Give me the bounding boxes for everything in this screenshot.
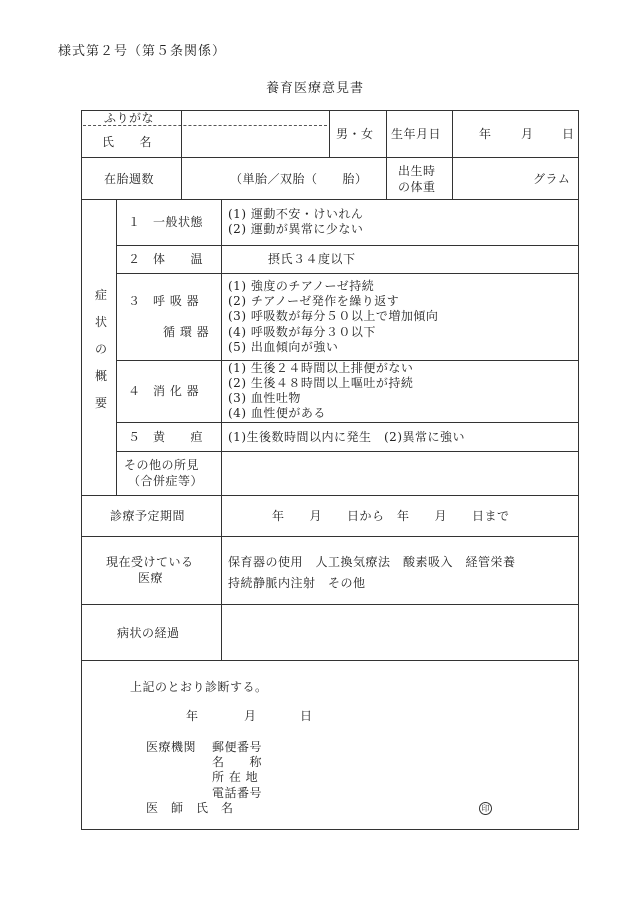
rule-row4 xyxy=(81,536,579,537)
symptom-general-item[interactable]: (2) 運動が異常に少ない xyxy=(228,222,364,236)
furigana-label: ふりがな xyxy=(104,111,155,125)
symptom-temperature-item[interactable]: 摂氏３４度以下 xyxy=(268,252,356,266)
symptom-digestive-item[interactable]: (1) 生後２４時間以上排便がない xyxy=(228,361,414,375)
symptom-other-label: その他の所見 xyxy=(124,458,200,472)
declaration-date-year[interactable]: 年 xyxy=(186,709,199,723)
declaration-date-day[interactable]: 日 xyxy=(300,709,313,723)
rule-row6 xyxy=(81,660,579,661)
rule-sym1 xyxy=(116,245,579,246)
rule-row2 xyxy=(81,199,579,200)
name-field[interactable] xyxy=(182,127,329,157)
symptom-other-label: （合併症等） xyxy=(128,474,204,488)
symptom-section-label: 症 状 の 概 要 xyxy=(94,288,107,410)
vrule-birth-end xyxy=(452,110,453,199)
rule-sym2 xyxy=(116,273,579,274)
birthdate-label: 生年月日 xyxy=(391,127,442,141)
symptom-respiratory-item[interactable]: (4) 呼吸数が毎分３０以下 xyxy=(228,325,376,339)
current-treatment-label: 医療 xyxy=(138,571,164,585)
birthdate-month[interactable]: 月 xyxy=(521,127,534,141)
symptom-digestive-item[interactable]: (3) 血性吐物 xyxy=(228,391,301,405)
symptom-other-field[interactable] xyxy=(222,452,579,495)
postal-code-label: 郵便番号 xyxy=(212,740,263,754)
birth-weight-label-2: の体重 xyxy=(398,180,436,194)
rule-row3 xyxy=(81,495,579,496)
seal-icon: 印 xyxy=(479,802,492,815)
address-label: 所 在 地 xyxy=(212,770,259,784)
form-number: 様式第２号（第５条関係） xyxy=(58,44,227,59)
symptom-general-item[interactable]: (1) 運動不安・けいれん xyxy=(228,207,364,221)
symptom-respiratory-item[interactable]: (5) 出血傾向が強い xyxy=(228,340,339,354)
symptom-respiratory-label: ３ 呼 吸 器 xyxy=(128,294,200,308)
symptom-respiratory-item[interactable]: (1) 強度のチアノーゼ持続 xyxy=(228,279,375,293)
birthdate-day[interactable]: 日 xyxy=(562,127,575,141)
current-treatment-options[interactable]: 持続静脈内注射 その他 xyxy=(228,576,366,590)
current-treatment-label: 現在受けている xyxy=(106,555,194,569)
birthdate-year[interactable]: 年 xyxy=(479,127,492,141)
institution-name-label: 名 称 xyxy=(212,755,263,769)
document-title: 養育医療意見書 xyxy=(265,81,364,96)
phone-label: 電話番号 xyxy=(212,786,263,800)
declaration-date-month[interactable]: 月 xyxy=(244,709,257,723)
treatment-period-label: 診療予定期間 xyxy=(110,509,186,523)
birth-type-options[interactable]: （単胎／双胎（ 胎） xyxy=(230,172,368,186)
declaration-statement: 上記のとおり診断する。 xyxy=(130,680,268,694)
vrule-symptom-left xyxy=(116,199,117,495)
gestation-label: 在胎週数 xyxy=(104,172,155,186)
symptom-general-label: １ 一般状態 xyxy=(128,215,204,229)
rule-sym4 xyxy=(116,422,579,423)
symptom-temperature-label: ２ 体 温 xyxy=(128,252,204,266)
vrule-symptom-mid xyxy=(221,199,222,660)
symptom-digestive-label: ４ 消 化 器 xyxy=(128,384,200,398)
symptom-circulatory-label: 循 環 器 xyxy=(163,325,210,339)
treatment-period-value[interactable]: 年 月 日から 年 月 日まで xyxy=(272,509,510,523)
doctor-name-label: 医 師 氏 名 xyxy=(146,801,234,815)
progress-field[interactable] xyxy=(222,605,579,660)
symptom-respiratory-item[interactable]: (3) 呼吸数が毎分５０以上で増加傾向 xyxy=(228,309,439,323)
symptom-respiratory-item[interactable]: (2) チアノーゼ発作を繰り返す xyxy=(228,294,400,308)
symptom-jaundice-item[interactable]: (1)生後数時間以内に発生 (2)異常に強い xyxy=(228,430,465,444)
symptom-digestive-item[interactable]: (2) 生後４８時間以上嘔吐が持続 xyxy=(228,376,414,390)
gender-options[interactable]: 男・女 xyxy=(336,127,374,141)
furigana-field[interactable] xyxy=(182,111,329,125)
rule-row1 xyxy=(81,157,579,158)
weight-unit: グラム xyxy=(533,172,571,186)
progress-label: 病状の経過 xyxy=(117,626,180,640)
symptom-jaundice-label: ５ 黄 疸 xyxy=(128,430,204,444)
symptom-digestive-item[interactable]: (4) 血性便がある xyxy=(228,406,326,420)
current-treatment-options[interactable]: 保育器の使用 人工換気療法 酸素吸入 経管栄養 xyxy=(228,555,516,569)
name-label: 氏 名 xyxy=(102,135,153,149)
institution-label: 医療機関 xyxy=(146,740,197,754)
vrule-gender-end xyxy=(386,110,387,199)
birth-weight-label-1: 出生時 xyxy=(398,164,436,178)
vrule-name-end xyxy=(329,110,330,157)
